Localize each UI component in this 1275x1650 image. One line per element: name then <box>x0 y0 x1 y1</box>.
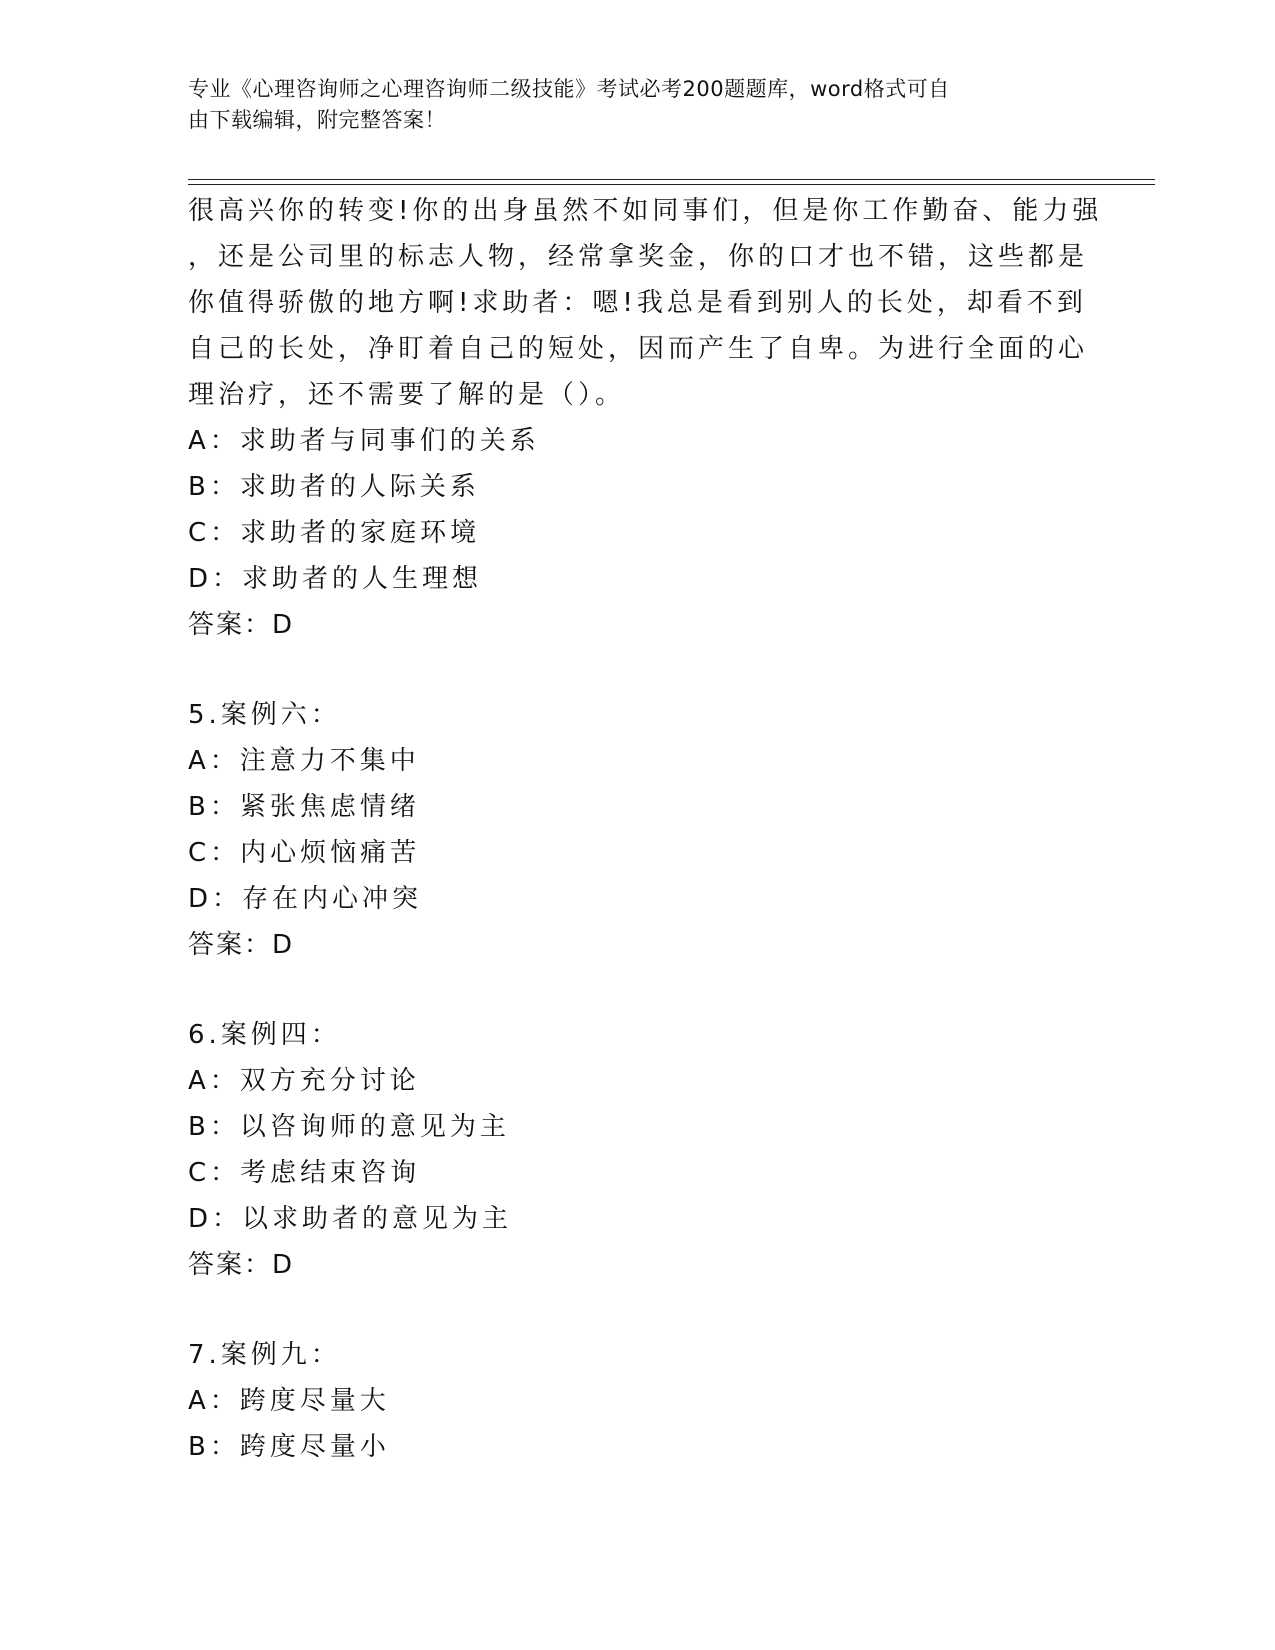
header-line-2: 由下载编辑，附完整答案！ <box>188 108 446 132</box>
option-b: B：跨度尽量小 <box>188 1432 390 1462</box>
option-d: D：以求助者的意见为主 <box>188 1204 513 1234</box>
question-spacer <box>188 648 1088 692</box>
document-body <box>188 188 1103 1470</box>
question-spacer <box>188 1288 1088 1332</box>
option-a: A：求助者与同事们的关系 <box>188 426 540 456</box>
document-header <box>188 74 1088 136</box>
option-b: B：紧张焦虑情绪 <box>188 792 420 822</box>
option-c: C：内心烦恼痛苦 <box>188 838 421 868</box>
option-b: B：以咨询师的意见为主 <box>188 1112 510 1142</box>
option-a: A：双方充分讨论 <box>188 1066 420 1096</box>
question-5-title: 5.案例六： <box>188 700 341 730</box>
question-spacer <box>188 968 1088 1012</box>
option-c: C：考虑结束咨询 <box>188 1158 421 1188</box>
header-divider-top <box>188 179 1155 180</box>
stem-line: 自己的长处，净盯着自己的短处，因而产生了自卑。为进行全面的心 <box>188 334 1089 364</box>
option-c: C：求助者的家庭环境 <box>188 518 481 548</box>
question-6-title: 6.案例四： <box>188 1020 341 1050</box>
stem-line: 你值得骄傲的地方啊!求助者：嗯!我总是看到别人的长处，却看不到 <box>188 288 1087 318</box>
option-d: D：求助者的人生理想 <box>188 564 483 594</box>
answer-label: 答案：D <box>188 1250 295 1280</box>
answer-label: 答案：D <box>188 610 295 640</box>
stem-line: 理治疗，还不需要了解的是（）。 <box>188 380 626 410</box>
stem-line: 很高兴你的转变!你的出身虽然不如同事们，但是你工作勤奋、能力强 <box>188 196 1103 226</box>
question-7-title: 7.案例九： <box>188 1340 341 1370</box>
option-b: B：求助者的人际关系 <box>188 472 480 502</box>
question-4-stem <box>188 188 1103 418</box>
header-line-1: 专业《心理咨询师之心理咨询师二级技能》考试必考200题题库，word格式可自 <box>188 77 950 101</box>
header-divider-bottom <box>188 184 1155 185</box>
option-a: A：跨度尽量大 <box>188 1386 390 1416</box>
answer-label: 答案：D <box>188 930 295 960</box>
option-d: D：存在内心冲突 <box>188 884 423 914</box>
option-a: A：注意力不集中 <box>188 746 420 776</box>
stem-line: ，还是公司里的标志人物，经常拿奖金，你的口才也不错，这些都是 <box>188 242 1089 272</box>
